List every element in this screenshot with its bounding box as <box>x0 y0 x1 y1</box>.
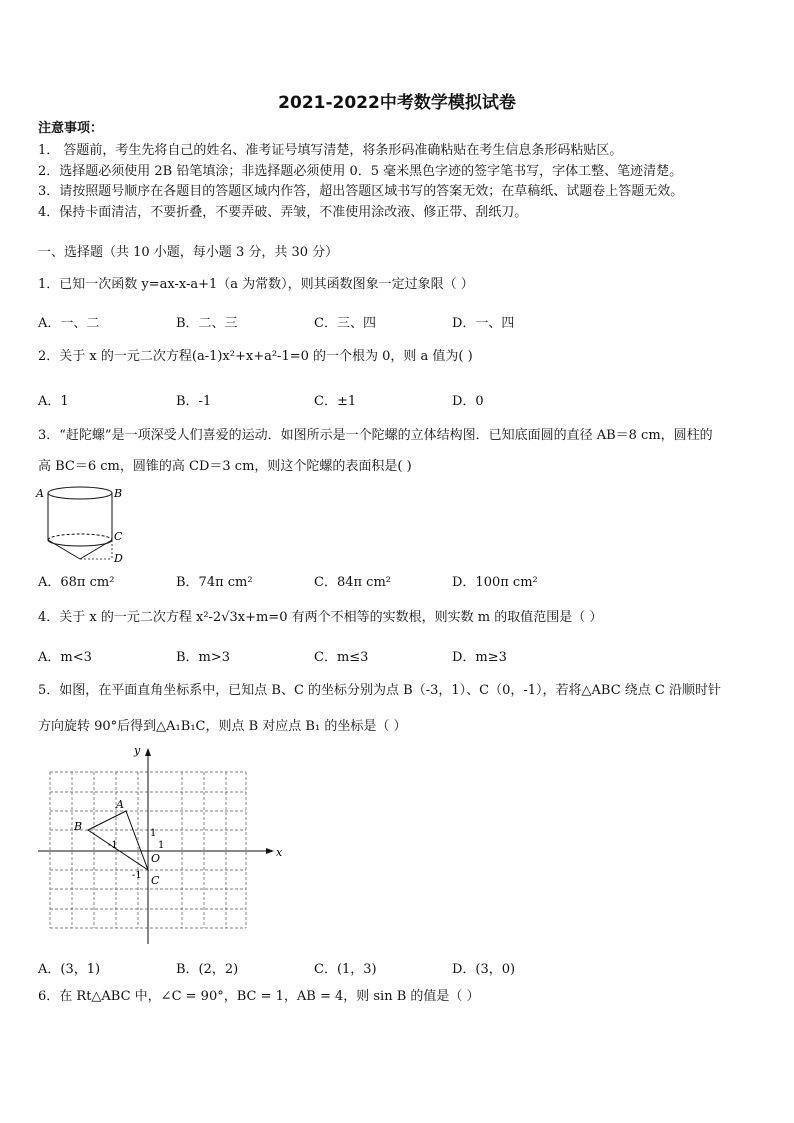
coordinate-grid-figure <box>34 744 284 948</box>
q5-option-c: C．(1，3) <box>314 962 377 977</box>
question-5-stem-cont: 方向旋转 90°后得到△A₁B₁C，则点 B 对应点 B₁ 的坐标是（ ） <box>38 719 407 734</box>
q4-option-a: A．m<3 <box>38 650 92 665</box>
q3-option-b: B．74π cm² <box>176 575 253 590</box>
q4-option-b: B．m>3 <box>176 650 231 665</box>
notice-item-4: 4．保持卡面清洁，不要折叠，不要弄破、弄皱，不准使用涂改液、修正带、刮纸刀。 <box>38 205 528 220</box>
label-d: D <box>114 552 123 565</box>
q3-option-c: C．84π cm² <box>314 575 391 590</box>
question-3-stem-cont: 高 BC＝6 cm，圆锥的高 CD＝3 cm，则这个陀螺的表面积是( ) <box>38 459 412 474</box>
q2-option-b: B．-1 <box>176 394 212 409</box>
q3-option-d: D．100π cm² <box>452 575 538 590</box>
y-tick-1: 1 <box>150 828 157 839</box>
point-c-label: C <box>151 874 160 887</box>
point-a-label: A <box>116 798 124 811</box>
q1-option-c: C．三、四 <box>314 316 376 331</box>
question-2-stem: 2．关于 x 的一元二次方程(a-1)x²+x+a²-1=0 的一个根为 0，则 a 值为( ) <box>38 349 473 364</box>
origin-label: O <box>151 852 161 865</box>
q5-option-a: A．(3，1) <box>38 962 101 977</box>
q2-option-c: C．±1 <box>314 394 357 409</box>
q4-option-d: D．m≥3 <box>452 650 507 665</box>
notice-item-2: 2．选择题必须使用 2B 铅笔填涂；非选择题必须使用 0．5 毫米黑色字迹的签字笔书写，字体工整、笔迹清楚。 <box>38 164 683 179</box>
q1-option-d: D．一、四 <box>452 316 515 331</box>
x-tick-neg-1: -1 <box>108 840 118 851</box>
label-b: B <box>114 487 123 500</box>
question-1-stem: 1．已知一次函数 y=ax-x-a+1（a 为常数），则其函数图象一定过象限（ ） <box>38 277 474 292</box>
question-3-stem: 3．“赶陀螺”是一项深受人们喜爱的运动．如图所示是一个陀螺的立体结构图．已知底面圆的直径 AB＝8 cm，圆柱的 <box>38 428 713 443</box>
label-c: C <box>114 530 123 543</box>
question-4-stem: 4．关于 x 的一元二次方程 x²-2√3x+m=0 有两个不相等的实数根，则实数 m 的取值范围是（ ） <box>38 610 603 625</box>
q5-option-d: D．(3，0) <box>452 962 516 977</box>
label-a: A <box>36 487 44 500</box>
notice-item-1: 1． 答题前，考生先将自己的姓名、准考证号填写清楚，将条形码准确粘贴在考生信息条形码粘贴区。 <box>38 143 623 158</box>
question-5-stem: 5．如图，在平面直角坐标系中，已知点 B、C 的坐标分别为点 B（-3，1）、C（0，-1），若将△ABC 绕点 C 沿顺时针 <box>38 683 722 698</box>
page-title: 2021-2022中考数学模拟试卷 <box>278 93 516 113</box>
x-tick-1: 1 <box>158 840 165 851</box>
point-b-label: B <box>74 820 83 833</box>
notice-item-3: 3．请按照题号顺序在各题目的答题区域内作答，超出答题区域书写的答案无效；在草稿纸、试题卷上答题无效。 <box>38 184 684 199</box>
q2-option-a: A．1 <box>38 394 69 409</box>
section-heading: 一、选择题（共 10 小题，每小题 3 分，共 30 分） <box>38 245 339 260</box>
y-axis-label: y <box>134 744 141 757</box>
spinning-top-figure <box>34 480 134 566</box>
q3-option-a: A．68π cm² <box>38 575 115 590</box>
question-6-stem: 6．在 Rt△ABC 中，∠C = 90°，BC = 1，AB = 4，则 sin B 的值是（ ） <box>38 989 480 1004</box>
y-tick-neg-1: -1 <box>132 870 142 881</box>
notice-heading: 注意事项： <box>38 121 104 136</box>
q4-option-c: C．m≤3 <box>314 650 369 665</box>
q5-option-b: B．(2，2) <box>176 962 239 977</box>
q1-option-a: A．一、二 <box>38 316 100 331</box>
x-axis-label: x <box>276 846 283 859</box>
q2-option-d: D．0 <box>452 394 484 409</box>
q1-option-b: B．二、三 <box>176 316 238 331</box>
